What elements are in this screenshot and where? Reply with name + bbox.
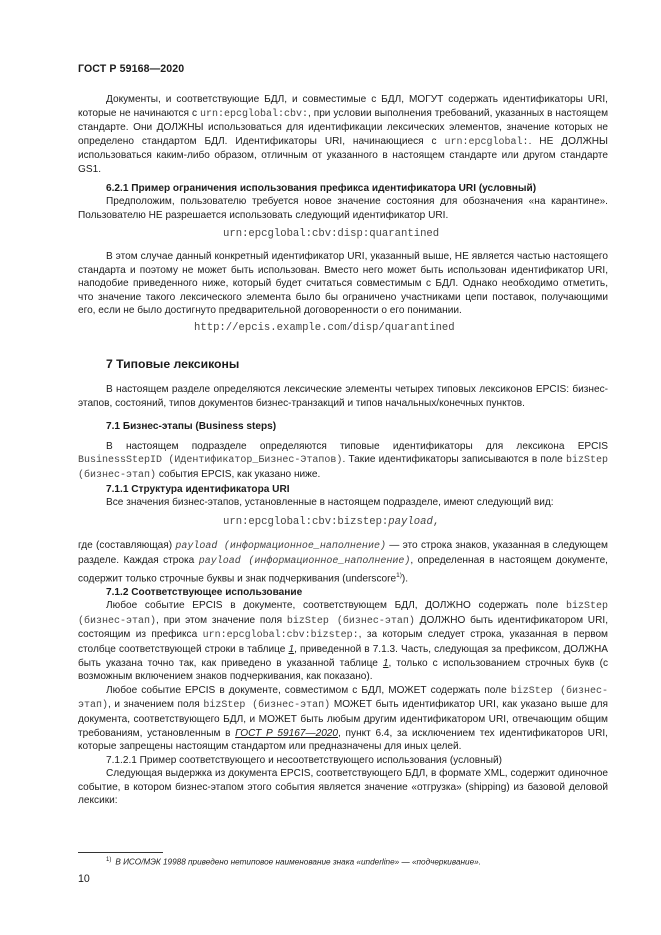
text-span: — это строка знаков, указанная в следующем разделе. Каждая строка: [78, 540, 608, 567]
text-span: . НЕ ДОЛЖНЫ использоваться каким-либо образом, отличным от указанного в настоящем стандарте или другом стандарте GS1.: [78, 135, 608, 175]
footnote-mark: 1): [106, 857, 112, 863]
code-prefix: urn:epcglobal:cbv:bizstep:: [223, 515, 389, 528]
paragraph-quarantine-explanation: В этом случае данный конкретный идентификатор URI, указанный выше, НЕ является частью настоящего стандарта и поэтому не может быть использован. Вместо него может быть использован идентификатор URI, наподобие приведенного ниже, который будет считаться совместимым с БДЛ. Однако необходимо отметить, что значение такого лексического элемента было бы ограничено участниками цепи поставок, получающими его, если не было достигнуто предварительной договоренности о его понимании.: [78, 250, 608, 317]
text-span: , определенная в настоящем документе, содержит только строчные буквы и знак подчеркивания (underscore: [78, 555, 608, 584]
section-6-2-1-title: 6.2.1 Пример ограничения использования префикса идентификатора URI (условный): [106, 182, 537, 194]
paragraph-compatible-usage: [78, 684, 608, 754]
text-span: Любое событие EPCIS в документе, соответствующем БДЛ, ДОЛЖНО содержать поле: [106, 600, 566, 612]
code-span: bizStep (бизнес-этап): [78, 685, 608, 712]
text-span: , при этом значение поля: [156, 614, 287, 626]
document-header: ГОСТ Р 59168—2020: [78, 63, 185, 75]
document-body: [78, 93, 608, 808]
text-span: , только с использованием строчных букв (с возможным включением знаков подчеркивания, как показано).: [78, 657, 608, 683]
table-1-link[interactable]: 1: [382, 657, 389, 669]
section-7-1-2-1-title: 7.1.2.1 Пример соответствующего и несоответствующего использования (условный): [106, 754, 502, 766]
code-span: urn:epcglobal:cbv:: [199, 108, 308, 120]
paragraph-quarantine-intro: Предположим, пользователю требуется новое значение состояния для обозначения «на карантине». Пользователю НЕ разрешается использовать следующий идентификатор URI.: [78, 196, 608, 221]
text-span: ).: [401, 572, 409, 584]
text-span: события EPCIS, как указано ниже.: [156, 469, 321, 481]
text-span: , при условии выполнения требований, указанных в настоящем стандарте. Они ДОЛЖНЫ использоваться для идентификации лексических элементов, значение которых не определено стандартом БДЛ. Идентификаторы URI, начинающиеся с: [78, 107, 609, 147]
code-span: bizStep (бизнес-этап): [78, 601, 608, 627]
text-span: В настоящем подразделе определяются типовые идентификаторы для лексикона EPCIS: [106, 440, 608, 452]
section-7-1-1-title: 7.1.1 Структура идентификатора URI: [106, 483, 290, 495]
paragraph-section-7-intro: В настоящем разделе определяются лексические элементы четырех типовых лексиконов EPCIS: бизнес-этапов, состояний, типов документов бизнес-транзакций и типов начальных/конечных пунктов.: [78, 384, 608, 409]
standard-reference-link[interactable]: ГОСТ Р 59167—2020: [235, 727, 339, 739]
paragraph-xml-example-intro: Следующая выдержка из документа EPCIS, соответствующего БДЛ, в формате XML, содержит одиночное событие, в котором бизнес-этапом этого события является значение «отгрузка» (shipping) из базовой деловой лексики:: [78, 768, 608, 807]
text-span: , за которым следует строка, указанная в первом столбце соответствующей строки в таблице: [78, 629, 608, 655]
code-example-bizstep: [78, 516, 608, 530]
text-span: , и значением поля: [108, 699, 204, 711]
text-span: МОЖЕТ быть идентификатор URI, как указано выше для документа, соответствующего БДЛ, и МОЖЕТ быть любым другим идентификатором URI, отвечающим общим требованиям, установленным в: [78, 699, 609, 739]
page-number: 10: [78, 873, 90, 885]
table-1-link[interactable]: 1: [288, 643, 295, 655]
code-span: bizStep (бизнес-этап): [203, 700, 331, 712]
footnote-ref[interactable]: 1): [396, 571, 402, 579]
text-span: Документы, и соответствующие БДЛ, и совместимые с БДЛ, МОГУТ содержать идентификаторы URI, которые не начинаются с: [78, 94, 608, 119]
section-7-1-2-title: 7.1.2 Соответствующее использование: [106, 586, 303, 598]
code-span: payload (информационное_наполнение): [198, 556, 411, 568]
code-span: payload (информационное_наполнение): [175, 541, 386, 553]
text-span: Любое событие EPCIS в документе, совместимом с БДЛ, МОЖЕТ содержать поле: [106, 684, 511, 696]
footnote-divider: [78, 852, 163, 853]
code-span: urn:epcglobal:: [444, 136, 529, 148]
code-span: bizStep (бизнес-этап): [78, 455, 609, 482]
paragraph-conformance: [78, 93, 608, 177]
text-span: . Такие идентификаторы записываются в поле: [342, 454, 566, 466]
footnote-text: В ИСО/МЭК 19988 приведено нетиповое наименование знака «underline» — «подчеркивание».: [115, 857, 481, 867]
code-example-http: http://epcis.example.com/disp/quarantined: [194, 321, 455, 334]
code-span: urn:epcglobal:cbv:bizstep:: [202, 630, 359, 642]
paragraph-payload-definition: [78, 539, 608, 585]
code-suffix: ,: [432, 515, 440, 528]
code-span: BusinessStepID (Идентификатор_Бизнес-Этапов): [78, 455, 343, 467]
text-span: , приведенной в 7.1.3. Часть, следующая за префиксом, ДОЛЖНА быть указана точно так, как приведено в указанной таблице: [78, 643, 608, 669]
paragraph-conformant-usage: [78, 599, 608, 684]
footnote: [106, 857, 606, 867]
section-7-1-title: 7.1 Бизнес-этапы (Business steps): [106, 421, 277, 433]
paragraph-business-steps-intro: [78, 440, 608, 483]
paragraph-uri-structure: Все значения бизнес-этапов, установленные в настоящем подразделе, имеют следующий вид:: [106, 497, 554, 509]
text-span: , пункт 6.4, за исключением тех идентификаторов URI, которые запрещены настоящим стандартом или предназначены для иных целей.: [78, 727, 608, 753]
text-span: ДОЛЖНО быть идентификатором URI, состоящим из префикса: [78, 614, 608, 641]
code-example-quarantined: urn:epcglobal:cbv:disp:quarantined: [223, 228, 440, 241]
text-span: где (составляющая): [78, 540, 176, 552]
section-7-title: 7 Типовые лексиконы: [106, 356, 240, 371]
code-span: bizStep (бизнес-этап): [286, 615, 415, 627]
code-payload: payload: [388, 515, 433, 528]
